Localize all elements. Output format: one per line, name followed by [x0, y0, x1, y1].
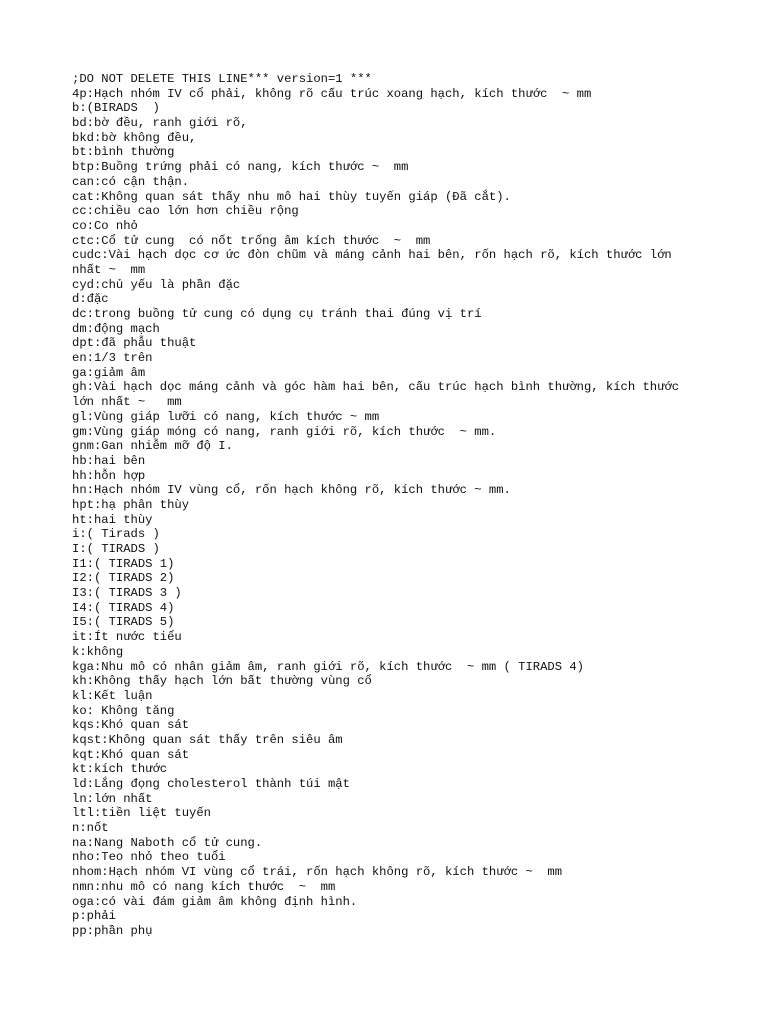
text-line: kl:Kết luận [72, 688, 153, 703]
text-line: cyd:chủ yếu là phần đặc [72, 277, 241, 292]
text-line: nmn:nhu mô có nang kích thước ~ mm [72, 879, 336, 894]
text-line: hb:hai bên [72, 453, 146, 468]
text-line: I4:( TIRADS 4) [72, 600, 175, 615]
text-line: ga:giảm âm [72, 365, 146, 380]
text-line: gnm:Gan nhiễm mỡ độ I. [72, 439, 233, 454]
text-line: cudc:Vài hạch dọc cơ ức đòn chũm và máng cảnh hai bên, rốn hạch rõ, kích thước lớn [72, 248, 672, 263]
text-line: kga:Nhu mô có nhân giảm âm, ranh giới rõ, kích thước ~ mm ( TIRADS 4) [72, 659, 584, 674]
text-line: k:không [72, 644, 124, 659]
text-line: dc:trong buồng tử cung có dụng cụ tránh thai đúng vị trí [72, 307, 482, 321]
text-line: nho:Teo nhỏ theo tuổi [72, 850, 226, 865]
text-line: n:nốt [72, 821, 109, 836]
text-line: bkd:bờ không đều, [72, 130, 197, 145]
text-line: hh:hỗn hợp [72, 468, 146, 483]
text-line: pp:phần phụ [72, 923, 153, 938]
text-line: can:có cận thận. [72, 174, 190, 189]
text-line: bt:bình thường [72, 145, 175, 160]
text-line: btp:Buồng trứng phải có nang, kích thước ~ mm [72, 160, 409, 175]
text-line: 4p:Hạch nhóm IV cổ phải, không rõ cấu trúc xoang hạch, kích thước ~ mm [72, 86, 592, 101]
text-line: lớn nhất ~ mm [72, 395, 182, 410]
text-line: gl:Vùng giáp lưỡi có nang, kích thước ~ mm [72, 409, 380, 424]
text-line: kt:kích thước [72, 762, 168, 777]
text-line: cc:chiều cao lớn hơn chiều rộng [72, 204, 299, 219]
text-line: dm:động mạch [72, 321, 160, 336]
text-line: it:Ít nước tiểu [72, 630, 182, 645]
text-line: cat:Không quan sát thấy nhu mô hai thùy tuyến giáp (Đã cắt). [72, 189, 511, 204]
text-line: nhất ~ mm [72, 262, 146, 277]
text-line: I1:( TIRADS 1) [72, 556, 175, 571]
abbreviation-list [72, 72, 712, 939]
text-line: kqs:Khó quan sát [72, 718, 190, 733]
text-line: ctc:Cổ tử cung có nốt trống âm kích thước ~ mm [72, 233, 431, 248]
text-line: p:phải [72, 909, 116, 924]
text-line: gm:Vùng giáp móng có nang, ranh giới rõ, kích thước ~ mm. [72, 424, 497, 439]
text-line: I:( TIRADS ) [72, 542, 160, 556]
text-line: hn:Hạch nhóm IV vùng cổ, rốn hạch không rõ, kích thước ~ mm. [72, 483, 511, 498]
text-line: gh:Vài hạch dọc máng cảnh và góc hàm hai bên, cấu trúc hạch bình thường, kích thước [72, 380, 680, 395]
text-line: oga:có vài đám giảm âm không định hình. [72, 894, 358, 909]
text-line: b:(BIRADS ) [72, 101, 160, 116]
text-line: d:đặc [72, 292, 109, 307]
text-line: kh:Không thấy hạch lớn bất thường vùng cổ [72, 674, 372, 689]
text-line: I5:( TIRADS 5) [72, 615, 175, 630]
text-line: nhom:Hạch nhóm VI vùng cổ trái, rốn hạch không rõ, kích thước ~ mm [72, 865, 563, 880]
text-line: co:Co nhỏ [72, 218, 138, 233]
text-line: kqt:Khó quan sát [72, 747, 190, 762]
text-line: ko: Không tăng [72, 703, 175, 718]
text-line: I3:( TIRADS 3 ) [72, 586, 182, 601]
text-line: ld:Lắng đọng cholesterol thành túi mật [72, 777, 350, 791]
text-line: I2:( TIRADS 2) [72, 571, 175, 586]
text-line: ltl:tiền liệt tuyến [72, 806, 211, 821]
text-line: en:1/3 trên [72, 351, 153, 366]
text-line: kqst:Không quan sát thấy trên siêu âm [72, 732, 343, 747]
text-line: bd:bờ đều, ranh giới rõ, [72, 116, 248, 131]
text-line: hpt:hạ phân thùy [72, 497, 190, 512]
text-line: ht:hai thùy [72, 512, 153, 527]
text-line: ln:lớn nhất [72, 791, 153, 806]
text-line: na:Nang Naboth cổ tử cung. [72, 835, 263, 850]
header-line: ;DO NOT DELETE THIS LINE*** version=1 *** [72, 72, 372, 86]
text-line: dpt:đã phẫu thuật [72, 336, 197, 351]
text-line: i:( Tirads ) [72, 527, 160, 542]
